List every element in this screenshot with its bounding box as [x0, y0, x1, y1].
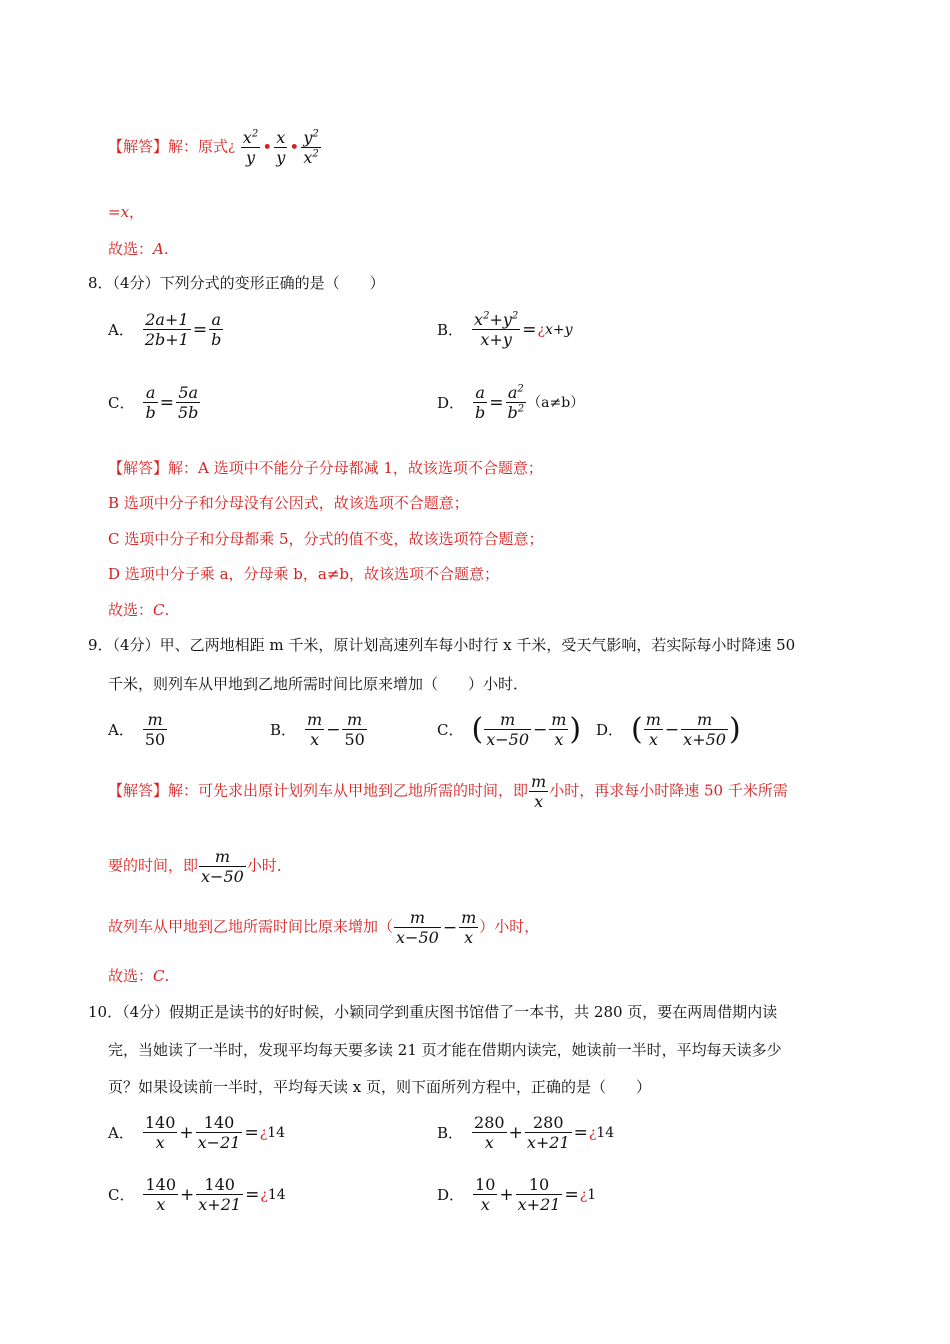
fraction: $\frac{m}{x}$ [645, 710, 661, 749]
fraction: $\frac{x^2+y^2}{x+y}$ [474, 310, 519, 349]
q10-stem-3: 页？如果设读前一半时，平均每天读 x 页，则下面所列方程中，正确的是（ ） [108, 1078, 651, 1096]
fraction: $\frac{m}{x-50}$ [201, 847, 244, 886]
q10-option-d: D． $\frac{10}{x}$ + $\frac{10}{x+21}$ =¿1 [437, 1175, 597, 1214]
q9-answer-2: 要的时间，即 $\frac{m}{x-50}$ 小时． [108, 847, 292, 886]
q7-answer-result: =x， [108, 203, 145, 221]
q9-choice: 故选：C. [108, 967, 170, 985]
answer-tag: 【解答】 [108, 137, 169, 156]
q8-option-c: C． $\frac{a}{b}$ = $\frac{5a}{5b}$ [108, 383, 199, 422]
fraction: $\frac{a}{b}$ [475, 383, 486, 422]
q9-option-a: A． $\frac{m}{50}$ [108, 710, 166, 749]
fraction: $\frac{a^2}{b^2}$ [507, 383, 525, 422]
q8-answer-2: B 选项中分子和分母没有公因式，故该选项不合题意； [108, 494, 469, 512]
fraction: $\frac{y^2}{x^2}$ [303, 128, 319, 167]
fraction: $\frac{x}{y}$ [276, 128, 286, 167]
fraction: $\frac{140}{x}$ [144, 1113, 176, 1152]
q10-option-b: B． $\frac{280}{x}$ + $\frac{280}{x+21}$ =¿14 [437, 1113, 615, 1152]
q9-option-d: D． ( $\frac{m}{x}$ − $\frac{m}{x+50}$ ) [596, 710, 741, 749]
q9-option-c: C． ( $\frac{m}{x-50}$ − $\frac{m}{x}$ ) [437, 710, 582, 749]
fraction: $\frac{140}{x-21}$ [197, 1113, 241, 1152]
q8-answer-3: C 选项中分子和分母都乘 5，分式的值不变，故该选项符合题意； [108, 530, 544, 548]
fraction: $\frac{m}{x-50}$ [486, 710, 529, 749]
fraction: $\frac{140}{x+21}$ [198, 1175, 242, 1214]
q8-choice: 故选：C. [108, 601, 170, 619]
fraction: $\frac{m}{50}$ [344, 710, 365, 749]
fraction: $\frac{m}{x-50}$ [396, 908, 439, 947]
q9-stem-2: 千米，则列车从甲地到乙地所需时间比原来增加（ ）小时． [108, 675, 529, 693]
fraction: $\frac{m}{x}$ [461, 908, 477, 947]
dot-operator: • [289, 137, 300, 158]
fraction: $\frac{2a+1}{2b+1}$ [144, 310, 189, 349]
q10-option-a: A． $\frac{140}{x}$ + $\frac{140}{x-21}$ =¿14 [108, 1113, 286, 1152]
dot-operator: • [262, 137, 273, 158]
q8-answer-4: D 选项中分子乘 a，分母乘 b，a≠b，故该选项不合题意； [108, 565, 499, 583]
fraction: $\frac{a}{b}$ [145, 383, 156, 422]
q9-option-b: B． $\frac{m}{x}$ − $\frac{m}{50}$ [270, 710, 365, 749]
q8-stem: 8．（4分）下列分式的变形正确的是（ ） [88, 274, 385, 292]
q9-answer-3: 故列车从甲地到乙地所需时间比原来增加（ $\frac{m}{x-50}$ − $\frac{m}{x}$ ）小时， [108, 908, 540, 947]
fraction: $\frac{m}{x+50}$ [683, 710, 726, 749]
fraction: $\frac{10}{x+21}$ [517, 1175, 561, 1214]
q10-stem-2: 完，当她读了一半时，发现平均每天要多读 21 页才能在借期内读完，她读前一半时，平均每天读多少 [108, 1041, 782, 1059]
fraction: $\frac{10}{x}$ [475, 1175, 496, 1214]
q7-answer-line1 [108, 128, 322, 167]
q7-choice: 故选：A. [108, 240, 169, 258]
fraction: $\frac{280}{x}$ [474, 1113, 505, 1152]
fraction: $\frac{m}{50}$ [144, 710, 166, 749]
q9-answer-1: 【解答】解：可先求出原计划列车从甲地到乙地所需的时间，即 $\frac{m}{x}$ 小时，再求每小时降速 50 千米所需 [108, 772, 788, 811]
fraction: $\frac{a}{b}$ [211, 310, 222, 349]
q8-option-b: B． $\frac{x^2+y^2}{x+y}$ =¿x+y [437, 310, 573, 349]
q10-option-c: C． $\frac{140}{x}$ + $\frac{140}{x+21}$ =¿14 [108, 1175, 286, 1214]
fraction: $\frac{140}{x}$ [145, 1175, 177, 1214]
q8-option-a: A． $\frac{2a+1}{2b+1}$ = $\frac{a}{b}$ [108, 310, 222, 349]
q9-stem-1: 9．（4分）甲、乙两地相距 m 千米，原计划高速列车每小时行 x 千米，受天气影响，若实际每小时降速 50 [88, 636, 796, 654]
q8-answer-1: 【解答】解：A 选项中不能分子分母都减 1，故该选项不合题意； [108, 459, 543, 477]
garbled-mark: ¿ [228, 139, 236, 155]
fraction: $\frac{x^2}{y}$ [242, 128, 259, 167]
fraction: $\frac{m}{x}$ [307, 710, 323, 749]
q10-stem-1: 10．（4分）假期正是读书的好时候，小颖同学到重庆图书馆借了一本书，共 280 页，要在两周借期内读 [88, 1003, 778, 1021]
fraction: $\frac{m}{x}$ [551, 710, 567, 749]
answer-intro: 解：原式 [168, 137, 229, 156]
fraction: $\frac{m}{x}$ [531, 772, 547, 811]
fraction: $\frac{5a}{5b}$ [177, 383, 199, 422]
fraction: $\frac{280}{x+21}$ [526, 1113, 570, 1152]
q8-option-d: D． $\frac{a}{b}$ = $\frac{a^2}{b^2}$ （a≠b） [437, 383, 585, 422]
